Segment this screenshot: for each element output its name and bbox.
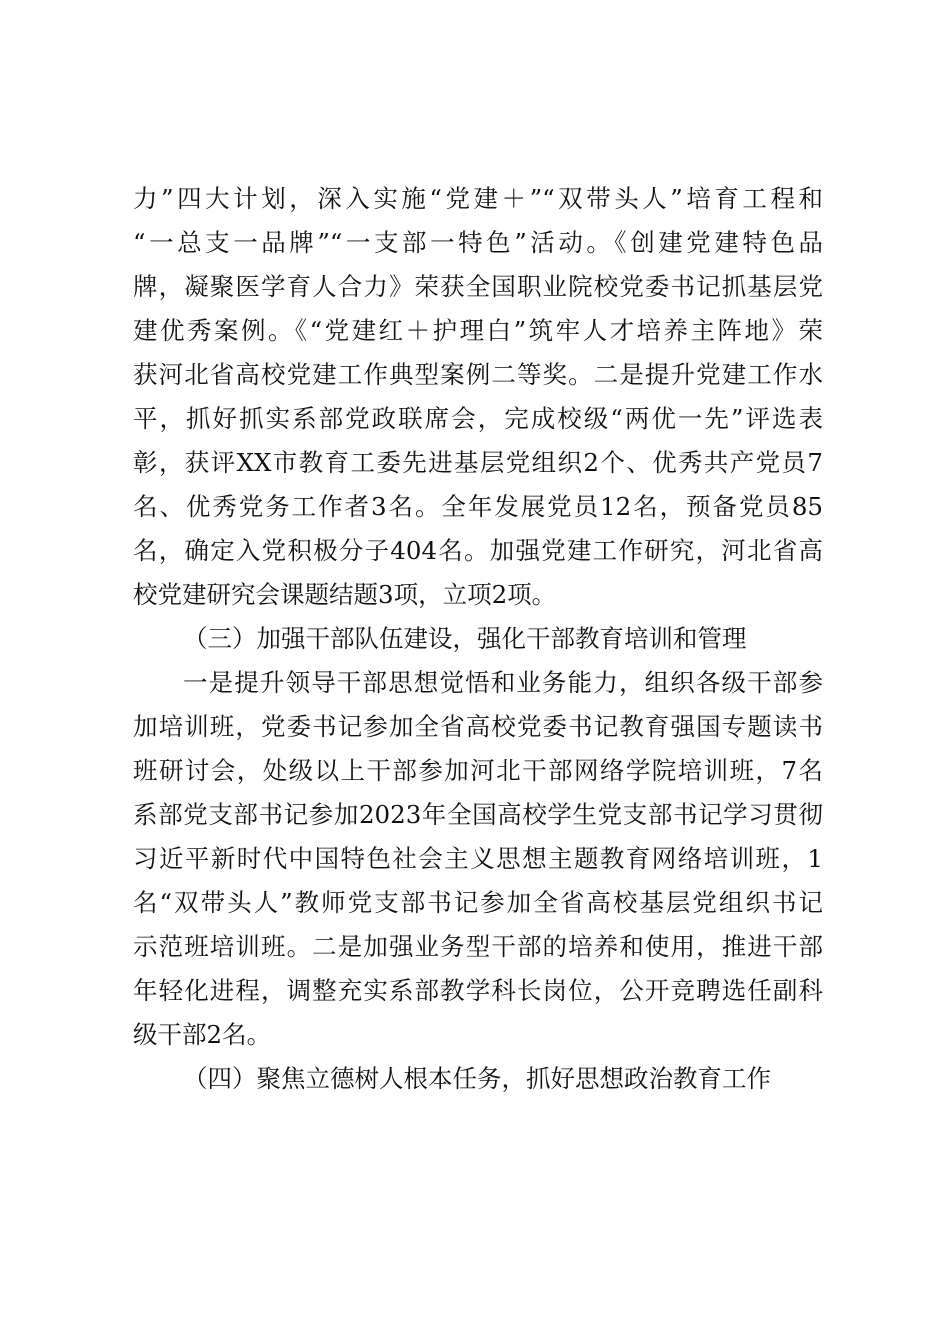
paragraph-line: 班研讨会，处级以上干部参加河北干部网络学院培训班，7名 bbox=[133, 756, 823, 785]
paragraph-line: 彰，获评XX市教育工委先进基层党组织2个、优秀共产党员7 bbox=[133, 448, 823, 477]
paragraph-line: 获河北省高校党建工作典型案例二等奖。二是提升党建工作水 bbox=[133, 360, 823, 389]
paragraph-line: 年轻化进程，调整充实系部教学科长岗位，公开竞聘选任副科 bbox=[133, 976, 823, 1005]
paragraph-line: 建优秀案例。《“党建红＋护理白”筑牢人才培养主阵地》荣 bbox=[133, 316, 823, 345]
paragraph-line: 加培训班，党委书记参加全省高校党委书记教育强国专题读书 bbox=[133, 712, 823, 741]
paragraph-line: 名、优秀党务工作者3名。全年发展党员12名，预备党员85 bbox=[133, 492, 823, 521]
section-heading-4: （四）聚焦立德树人根本任务，抓好思想政治教育工作 bbox=[183, 1064, 771, 1093]
paragraph-line: “一总支一品牌”“一支部一特色”活动。《创建党建特色品 bbox=[133, 228, 823, 257]
paragraph-line: 习近平新时代中国特色社会主义思想主题教育网络培训班，1 bbox=[133, 844, 823, 873]
paragraph-line: 一是提升领导干部思想觉悟和业务能力，组织各级干部参 bbox=[183, 668, 823, 697]
section-heading-3: （三）加强干部队伍建设，强化干部教育培训和管理 bbox=[183, 624, 747, 653]
paragraph-line: 名“双带头人”教师党支部书记参加全省高校基层党组织书记 bbox=[133, 888, 823, 917]
paragraph-line: 系部党支部书记参加2023年全国高校学生党支部书记学习贯彻 bbox=[133, 800, 823, 829]
paragraph-line: 平，抓好抓实系部党政联席会，完成校级“两优一先”评选表 bbox=[133, 404, 823, 433]
paragraph-line: 力”四大计划，深入实施“党建＋”“双带头人”培育工程和 bbox=[133, 184, 823, 213]
paragraph-line: 示范班培训班。二是加强业务型干部的培养和使用，推进干部 bbox=[133, 932, 823, 961]
paragraph-line: 校党建研究会课题结题3项，立项2项。 bbox=[133, 580, 557, 609]
paragraph-line: 级干部2名。 bbox=[133, 1020, 272, 1049]
paragraph-line: 牌，凝聚医学育人合力》荣获全国职业院校党委书记抓基层党 bbox=[133, 272, 823, 301]
paragraph-line: 名，确定入党积极分子404名。加强党建工作研究，河北省高 bbox=[133, 536, 823, 565]
